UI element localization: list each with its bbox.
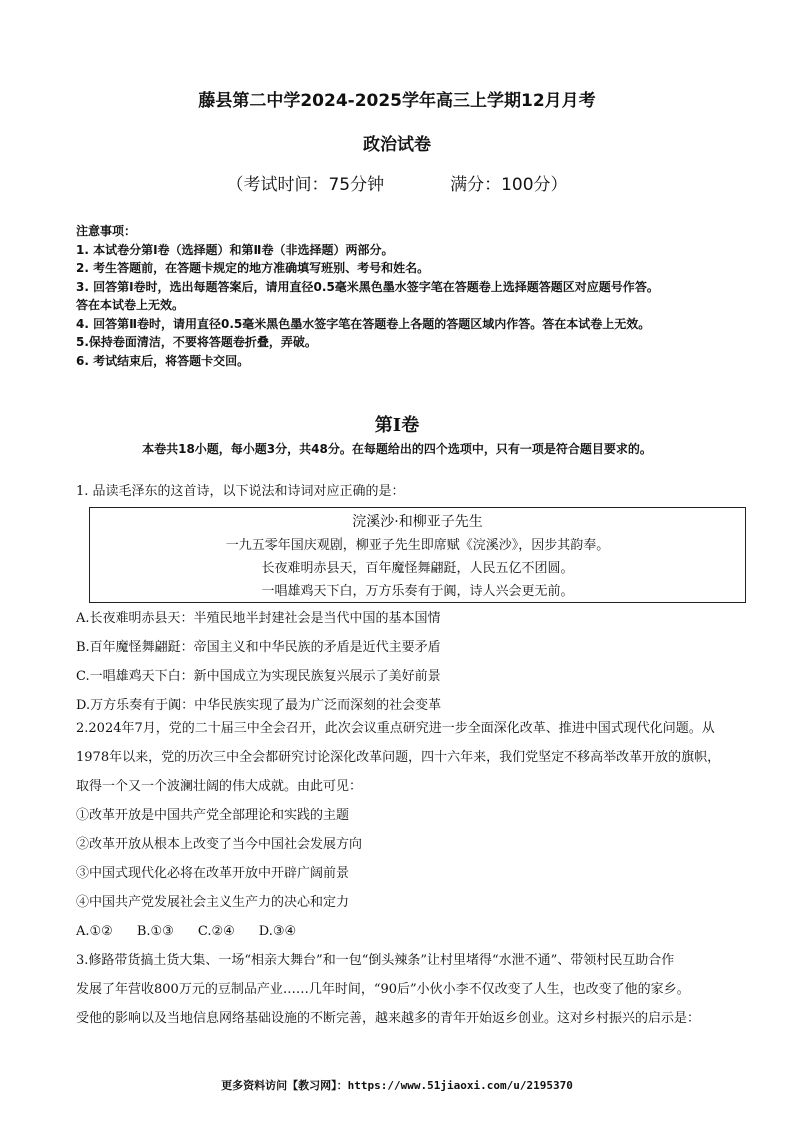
note-item: 4. 回答第Ⅱ卷时，请用直径0.5毫米黑色墨水签字笔在答题卷上各题的答题区域内作答。答在本试卷上无效。 — [76, 316, 651, 331]
option-d: D.万方乐奏有于阗：中华民族实现了最为广泛而深刻的社会变革 — [76, 698, 442, 713]
option-c: C.②④ — [197, 924, 235, 939]
section-title: 第Ⅰ卷 — [374, 415, 420, 436]
option-b: B.①③ — [136, 924, 174, 939]
option-a: A.①② — [76, 924, 113, 939]
poem-line: 一九五零年国庆观剧，柳亚子先生即席赋《浣溪沙》，因步其韵奉。 — [225, 538, 610, 553]
question-1-text: 1. 品读毛泽东的这首诗，以下说法和诗词对应正确的是： — [76, 484, 405, 499]
exam-title: 藤县第二中学2024-2025学年高三上学期12月月考 — [198, 91, 596, 111]
question-2 — [76, 714, 766, 1033]
statement-2: ②改革开放从根本上改变了当今中国社会发展方向 — [76, 837, 363, 852]
option-a: A.长夜难明赤县天：半殖民地半封建社会是当代中国的基本国情 — [76, 611, 441, 626]
footer-link[interactable]: 更多资料访问【教习网】：https://www.51jiaoxi.com/u/2195370 — [221, 1079, 573, 1092]
notes-heading: 注意事项： — [76, 224, 137, 238]
note-item: 2. 考生答题前，在答题卡规定的地方准确填写班别、考号和姓名。 — [76, 261, 430, 275]
poem-box — [89, 507, 746, 603]
exam-time: （考试时间：75分钟 — [226, 175, 385, 195]
question-3-stem-line: 发展了年营收800万元的豆制品产业……几年时间，“90后”小伙小李不仅改变了人生，也改变了他的家乡。 — [76, 982, 690, 997]
poem-line: 长夜难明赤县天，百年魔怪舞翩跹，人民五亿不团圆。 — [261, 561, 574, 576]
exam-subject: 政治试卷 — [363, 135, 431, 155]
option-d: D.③④ — [258, 924, 297, 939]
note-item: 5.保持卷面清洁，不要将答题卷折叠，弄破。 — [76, 335, 317, 349]
question-2-stem-line: 取得一个又一个波澜壮阔的伟大成就。由此可见： — [76, 779, 363, 794]
option-c: C.一唱雄鸡天下白：新中国成立为实现民族复兴展示了美好前景 — [76, 669, 441, 684]
poem-line: 一唱雄鸡天下白，万方乐奏有于阗，诗人兴会更无前。 — [261, 584, 574, 599]
note-item: 答在本试卷上无效。 — [76, 298, 185, 312]
poem-title: 浣溪沙·和柳亚子先生 — [352, 514, 483, 530]
question-2-stem-line: 1978年以来，党的历次三中全会都研究讨论深化改革问题，四十六年来，我们党坚定不移高举改革开放的旗帜， — [76, 750, 721, 765]
question-2-options — [76, 917, 766, 946]
exam-score: 满分：100分） — [450, 175, 568, 195]
question-1-stem — [76, 477, 766, 506]
note-item: 3. 回答第Ⅰ卷时，选出每题答案后，请用直径0.5毫米黑色墨水签字笔在答题卷上选择题答题区对应题号作答。 — [76, 279, 659, 294]
statement-3: ③中国式现代化必将在改革开放中开辟广阔前景 — [76, 866, 350, 881]
statement-4: ④中国共产党发展社会主义生产力的决心和定力 — [76, 895, 350, 910]
exam-meta — [0, 170, 794, 195]
question-3-stem-line: 受他的影响以及当地信息网络基础设施的不断完善，越来越多的青年开始返乡创业。这对乡村振兴的启示是： — [76, 1011, 701, 1026]
option-b: B.百年魔怪舞翩跹：帝国主义和中华民族的矛盾是近代主要矛盾 — [76, 640, 441, 655]
section-description: 本卷共18小题，每小题3分，共48分。在每题给出的四个选项中，只有一项是符合题目要求的。 — [142, 442, 652, 456]
statement-1: ①改革开放是中国共产党全部理论和实践的主题 — [76, 808, 350, 823]
question-2-stem-line: 2.2024年7月，党的二十届三中全会召开，此次会议重点研究进一步全面深化改革、推进中国式现代化问题。从 — [76, 721, 715, 736]
question-3-stem-line: 3.修路带货搞土货大集、一场“相亲大舞台”和一包“倒头辣条”让村里堵得“水泄不通”、带领村民互助合作 — [76, 953, 675, 968]
notes-section — [76, 222, 766, 370]
note-item: 6. 考试结束后，将答题卡交回。 — [76, 353, 250, 368]
note-item: 1. 本试卷分第Ⅰ卷（选择题）和第Ⅱ卷（非选择题）两部分。 — [76, 242, 394, 257]
question-1-options — [76, 604, 766, 720]
